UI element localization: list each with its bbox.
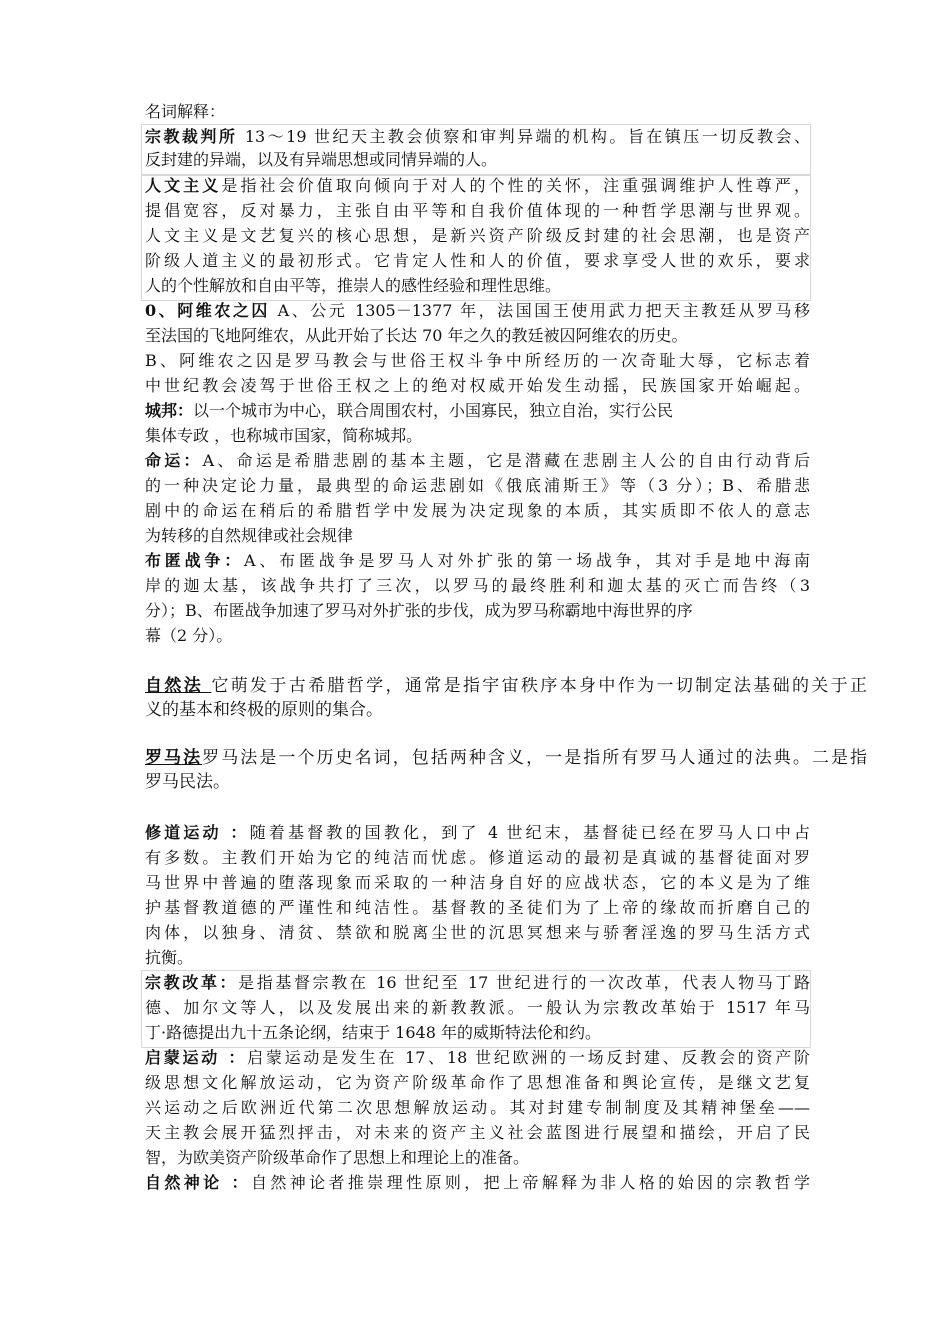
text-span: 是指基督宗教在 16 世纪至 17 世纪进行的一次改革，代表人物马丁路 (238, 973, 810, 992)
text-line (145, 698, 383, 722)
text-line (145, 922, 810, 944)
text-line (145, 972, 810, 994)
term-heading: 城邦： (145, 401, 194, 420)
text-line (145, 550, 810, 572)
term-heading: 罗马法 (145, 748, 203, 768)
text-span: 岸的迦太基，该战争共打了三次，以罗马的最终胜利和迦太基的灭亡而告终（3 (145, 576, 810, 595)
text-line (145, 897, 810, 919)
text-span: 提倡宽容，反对暴力，主张自由平等和自我价值体现的一种哲学思潮与世界观。 (145, 201, 810, 220)
text-span: 罗马民法。 (145, 772, 230, 792)
text-line (145, 822, 810, 844)
text-span: A、命运是希腊悲剧的基本主题，它是潜藏在悲剧主人公的自由行动背后 (202, 451, 810, 470)
term-heading: 宗教裁判所 (145, 127, 238, 146)
text-line (145, 746, 867, 770)
text-span: 启蒙运动是发生在 17、18 世纪欧洲的一场反封建、反教会的资产阶 (247, 1048, 810, 1067)
text-span: 智，为欧美资产阶级革命作了思想上和理论上的准备。 (145, 1148, 530, 1167)
text-line (145, 1072, 810, 1094)
text-span: 马世界中普遍的堕落现象而采取的一种洁身自好的应战状态，它的本义是为了维 (145, 873, 810, 892)
text-span: B、阿维农之囚是罗马教会与世俗王权斗争中所经历的一次奇耻大辱，它标志着 (145, 351, 810, 370)
text-line (145, 770, 230, 794)
text-line (145, 625, 232, 647)
term-heading: 命运： (145, 451, 203, 470)
text-line (145, 375, 810, 397)
text-span: 丁·路德提出九十五条论纲，结束于 1648 年的威斯特法伦和约。 (145, 1023, 601, 1042)
text-line (145, 947, 193, 969)
text-span: 集体专政 ，也称城市国家，简称城邦。 (145, 426, 423, 445)
term-heading: 宗教改革： (145, 973, 239, 992)
text-span: 至法国的飞地阿维农，从此开始了长达 70 年之久的教廷被囚阿维农的历史。 (145, 326, 688, 345)
text-span: 中世纪教会凌驾于世俗王权之上的绝对权威开始发生动摇，民族国家开始崛起。 (145, 376, 810, 395)
text-line (145, 1022, 601, 1044)
text-span: 剧中的命运在稍后的希腊哲学中发展为决定现象的本质，其实质即不依人的意志 (145, 501, 810, 520)
text-span: A、布匿战争是罗马人对外扩张的第一场战争，其对手是地中海南 (244, 551, 810, 570)
text-line (145, 325, 688, 347)
term-heading: 自然神论 ： (145, 1173, 251, 1192)
text-line (145, 200, 810, 222)
text-span: 13～19 世纪天主教会侦察和审判异端的机构。旨在镇压一切反教会、 (237, 127, 810, 146)
text-line (145, 126, 810, 148)
text-line (145, 1172, 810, 1194)
text-span: A、公元 1305－1377 年，法国国王使用武力把天主教廷从罗马移 (269, 301, 810, 320)
text-line (145, 600, 693, 622)
text-line (145, 400, 673, 422)
text-span: 名词解释： (145, 102, 226, 121)
text-span: 的一种决定论力量，最典型的命运悲剧如《俄底浦斯王》等（3 分）；B、希腊悲 (145, 476, 810, 495)
text-span: 义的基本和终极的原则的集合。 (145, 700, 383, 720)
text-span: 幕（2 分）。 (145, 626, 233, 645)
text-span: 是指社会价值取向倾向于对人的个性的关怀，注重强调维护人性尊严， (221, 176, 810, 195)
text-span: 它萌发于古希腊哲学，通常是指宇宙秩序本身中作为一切制定法基础的关于正 (211, 676, 868, 696)
text-line (145, 1097, 810, 1119)
text-span: 阶级人道主义的最初形式。它肯定人性和人的价值，要求享受人世的欢乐，要求 (145, 251, 810, 270)
text-line (145, 175, 810, 197)
text-span: 兴运动之后欧洲近代第二次思想解放运动。其对封建专制制度及其精神堡垒—— (145, 1098, 810, 1117)
term-heading: 启蒙运动 ： (145, 1048, 248, 1067)
text-span: 德、加尔文等人，以及发展出来的新教教派。一般认为宗教改革始于 1517 年马 (145, 998, 810, 1017)
text-span: 人的个性解放和自由平等，推崇人的感性经验和理性思维。 (145, 276, 562, 295)
text-span: 有多数。主教们开始为它的纯洁而忧虑。修道运动的最初是真诚的基督徒面对罗 (145, 848, 810, 867)
text-span: 以一个城市为中心，联合周围农村，小国寡民，独立自治，实行公民 (193, 401, 674, 420)
text-line (145, 1047, 810, 1069)
text-line (145, 450, 810, 472)
text-line (145, 101, 225, 123)
text-line (145, 425, 422, 447)
text-span: 随着基督教的国教化，到了 4 世纪末，基督徒已经在罗马人口中占 (249, 823, 811, 842)
text-span: 天主教会展开猛烈抨击，对未来的资产主义社会蓝图进行展望和描绘，开启了民 (145, 1123, 810, 1142)
term-heading: 修道运动 ： (145, 823, 250, 842)
text-line (145, 275, 561, 297)
text-line (145, 149, 497, 171)
text-span: 分）；B、布匿战争加速了罗马对外扩张的步伐，成为罗马称霸地中海世界的序 (145, 601, 693, 620)
term-heading: 人文主义 (145, 176, 222, 195)
text-span: 为转移的自然规律或社会规律 (145, 526, 354, 545)
term-heading: 自然法 (145, 676, 212, 696)
text-span: 人文主义是文艺复兴的核心思想，是新兴资产阶级反封建的社会思潮，也是资产 (145, 226, 810, 245)
text-line (145, 525, 353, 547)
text-line (145, 500, 810, 522)
text-line (145, 350, 810, 372)
text-line (145, 674, 867, 698)
text-line (145, 300, 810, 322)
text-line (145, 1147, 529, 1169)
text-line (145, 225, 810, 247)
text-line (145, 575, 810, 597)
text-line (145, 475, 810, 497)
text-span: 反封建的异端，以及有异端思想或同情异端的人。 (145, 150, 498, 169)
text-line (145, 847, 810, 869)
text-span: 级思想文化解放运动，它为资产阶级革命作了思想准备和舆论宣传，是继文艺复 (145, 1073, 810, 1092)
text-span: 罗马法是一个历史名词，包括两种含义，一是指所有罗马人通过的法典。二是指 (202, 748, 868, 768)
text-span: 自然神论者推崇理性原则，把上帝解释为非人格的始因的宗教哲学 (250, 1173, 810, 1192)
text-span: 肉体，以独身、清贫、禁欲和脱离尘世的沉思冥想来与骄奢淫逸的罗马生活方式 (145, 923, 810, 942)
term-heading: 布匿战争： (145, 551, 245, 570)
text-span: 护基督教道德的严谨性和纯洁性。基督教的圣徒们为了上帝的缘故而折磨自己的 (145, 898, 810, 917)
text-line (145, 250, 810, 272)
term-heading: 0、阿维农之囚 (145, 301, 270, 320)
text-line (145, 997, 810, 1019)
text-line (145, 1122, 810, 1144)
text-line (145, 872, 810, 894)
text-span: 抗衡。 (145, 948, 194, 967)
